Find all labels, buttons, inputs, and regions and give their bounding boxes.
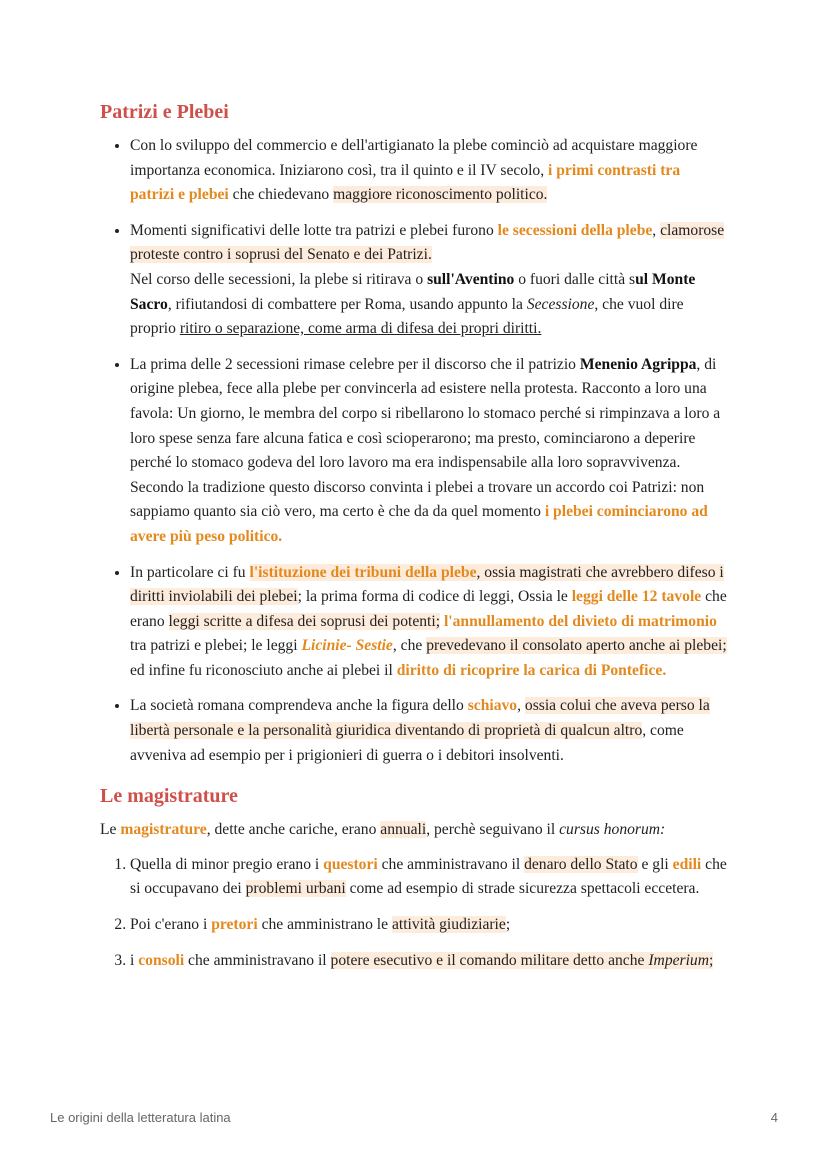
numbered-list-magistrature xyxy=(100,853,728,973)
list-item xyxy=(130,913,728,938)
list-item xyxy=(130,694,728,768)
text-run: che amministravano il xyxy=(184,951,331,969)
magistrature-intro-paragraph xyxy=(100,818,728,843)
list-item xyxy=(130,219,728,342)
text-emphasis: denaro dello Stato xyxy=(524,855,638,873)
text-emphasis: sull'Aventino xyxy=(427,270,515,288)
text-run: Con lo sviluppo del commercio e dell'artigianato la plebe cominciò ad acquistare maggiore importanza economica. Iniziarono così, tra il quinto e il IV secolo, xyxy=(130,137,698,179)
text-emphasis: l'istituzione dei tribuni della plebe xyxy=(249,563,477,581)
text-run: In particolare ci fu xyxy=(130,563,250,581)
text-run: , di origine plebea, fece alla plebe per convincerla ad esistere nella protesta. Racconto a loro una favola: Un giorno, le membra del corpo si ribellarono lo stomaco perché si rimpinzava a loro a loro spese senza fare alcuna fatica e così scioperarono; ma presto, cominciarono a deperire perché lo stomaco godeva del loro lavoro ma era indispensabile alla loro sopravvivenza. Secondo la tradizione questo discorso convinta i plebei a trovare un accordo coi Patrizi: non sappiamo quanto sia ciò vero, ma certo è che da da quel momento xyxy=(130,355,721,521)
text-emphasis: questori xyxy=(323,855,378,873)
list-item xyxy=(130,949,728,974)
text-emphasis: Secessione xyxy=(526,295,595,313)
text-emphasis: cursus honorum: xyxy=(559,821,666,839)
text-run: tra patrizi e plebei; le leggi xyxy=(130,637,302,655)
text-run: , perchè seguivano il xyxy=(426,821,560,839)
text-run: , che vuol dire proprio xyxy=(130,295,684,338)
text-run: che amministravano il xyxy=(377,855,525,873)
text-emphasis: potere esecutivo e il comando militare detto anche xyxy=(330,951,649,969)
text-emphasis: , ossia magistrati che avrebbero difeso i diritti inviolabili dei plebei xyxy=(130,563,724,606)
text-emphasis: ; xyxy=(709,951,714,969)
text-run: come ad esempio di strade sicurezza spettacoli eccetera. xyxy=(345,880,700,898)
text-run: che si occupavano dei xyxy=(130,855,727,898)
footer-page-number: 4 xyxy=(770,1110,778,1125)
text-run: ; xyxy=(505,916,511,934)
list-item xyxy=(130,134,728,208)
text-run: Momenti significativi delle lotte tra patrizi e plebei furono xyxy=(130,221,498,239)
text-emphasis: le secessioni della plebe xyxy=(497,221,653,239)
text-emphasis: Licinie- Sestie xyxy=(301,637,393,655)
list-item xyxy=(130,853,728,902)
text-emphasis: ul Monte Sacro xyxy=(130,270,696,313)
footer-document-title: Le origini della letteratura latina xyxy=(50,1110,231,1125)
text-emphasis: leggi scritte a difesa dei soprusi dei potenti; xyxy=(168,612,441,630)
text-run: , che xyxy=(392,637,427,655)
text-emphasis: pretori xyxy=(211,916,258,934)
text-emphasis: clamorose proteste contro i soprusi del Senato e dei Patrizi. xyxy=(130,221,725,264)
text-run: e gli xyxy=(637,855,673,873)
text-run: , come avveniva ad esempio per i prigionieri di guerra o i debitori insolventi. xyxy=(130,722,684,764)
text-run: , dette anche cariche, erano xyxy=(206,821,381,839)
text-emphasis: annuali xyxy=(380,821,427,839)
text-run: , xyxy=(652,221,661,239)
text-run: ; la prima forma di codice di leggi, Ossia le xyxy=(297,588,572,606)
text-emphasis: consoli xyxy=(138,951,185,969)
text-run: o fuori dalle città s xyxy=(514,270,636,288)
text-emphasis: ritiro o separazione, come arma di difesa dei propri diritti. xyxy=(179,320,542,338)
text-run: Poi c'erano i xyxy=(130,916,212,934)
text-run: La prima delle 2 secessioni rimase celebre per il discorso che il patrizio xyxy=(130,355,580,373)
text-emphasis: . xyxy=(662,661,667,679)
text-emphasis: l'annullamento del divieto di matrimonio xyxy=(443,612,717,630)
list-item xyxy=(130,561,728,684)
section-heading-magistrature: Le magistrature xyxy=(100,785,238,808)
text-emphasis: diritto di ricoprire la carica di Pontefice xyxy=(396,661,663,679)
bullet-list-patrizi-plebei xyxy=(100,134,728,768)
list-item xyxy=(130,353,728,550)
text-emphasis: leggi delle 12 tavole xyxy=(571,588,702,606)
text-run: Quella di minor pregio erano i xyxy=(130,855,324,873)
text-run: che amministrano le xyxy=(257,916,392,934)
text-emphasis: Menenio Agrippa xyxy=(579,355,697,373)
text-emphasis: magistrature xyxy=(120,821,207,839)
text-run: ed infine fu riconosciuto anche ai plebei il xyxy=(130,661,397,679)
text-emphasis: schiavo xyxy=(467,697,518,715)
text-emphasis: Imperium xyxy=(648,951,709,969)
text-emphasis: i plebei cominciarono ad avere più peso politico. xyxy=(130,503,708,545)
text-run: Nel corso delle secessioni, la plebe si ritirava o xyxy=(130,270,428,288)
text-run: Le xyxy=(100,821,121,839)
text-emphasis: ossia colui che aveva perso la libertà personale e la personalità giuridica diventando di proprietà di qualcun altro xyxy=(130,697,710,740)
text-emphasis: problemi urbani xyxy=(245,880,346,898)
text-run: , rifiutandosi di combattere per Roma, usando appunto la xyxy=(167,295,527,313)
text-emphasis: prevedevano il consolato aperto anche ai plebei; xyxy=(426,637,727,655)
document-body xyxy=(100,98,728,984)
text-run: che erano xyxy=(130,588,727,630)
text-run: La società romana comprendeva anche la figura dello xyxy=(130,697,468,715)
text-emphasis: i primi contrasti tra patrizi e plebei xyxy=(130,161,681,204)
text-emphasis: edili xyxy=(672,855,702,873)
text-run: i xyxy=(130,951,139,969)
text-run: che chiedevano xyxy=(228,186,334,204)
text-emphasis: maggiore riconoscimento politico. xyxy=(333,186,548,204)
text-emphasis: attività giudiziarie xyxy=(391,916,506,934)
section-heading-patrizi-plebei: Patrizi e Plebei xyxy=(100,101,229,123)
text-run: , xyxy=(517,697,525,715)
